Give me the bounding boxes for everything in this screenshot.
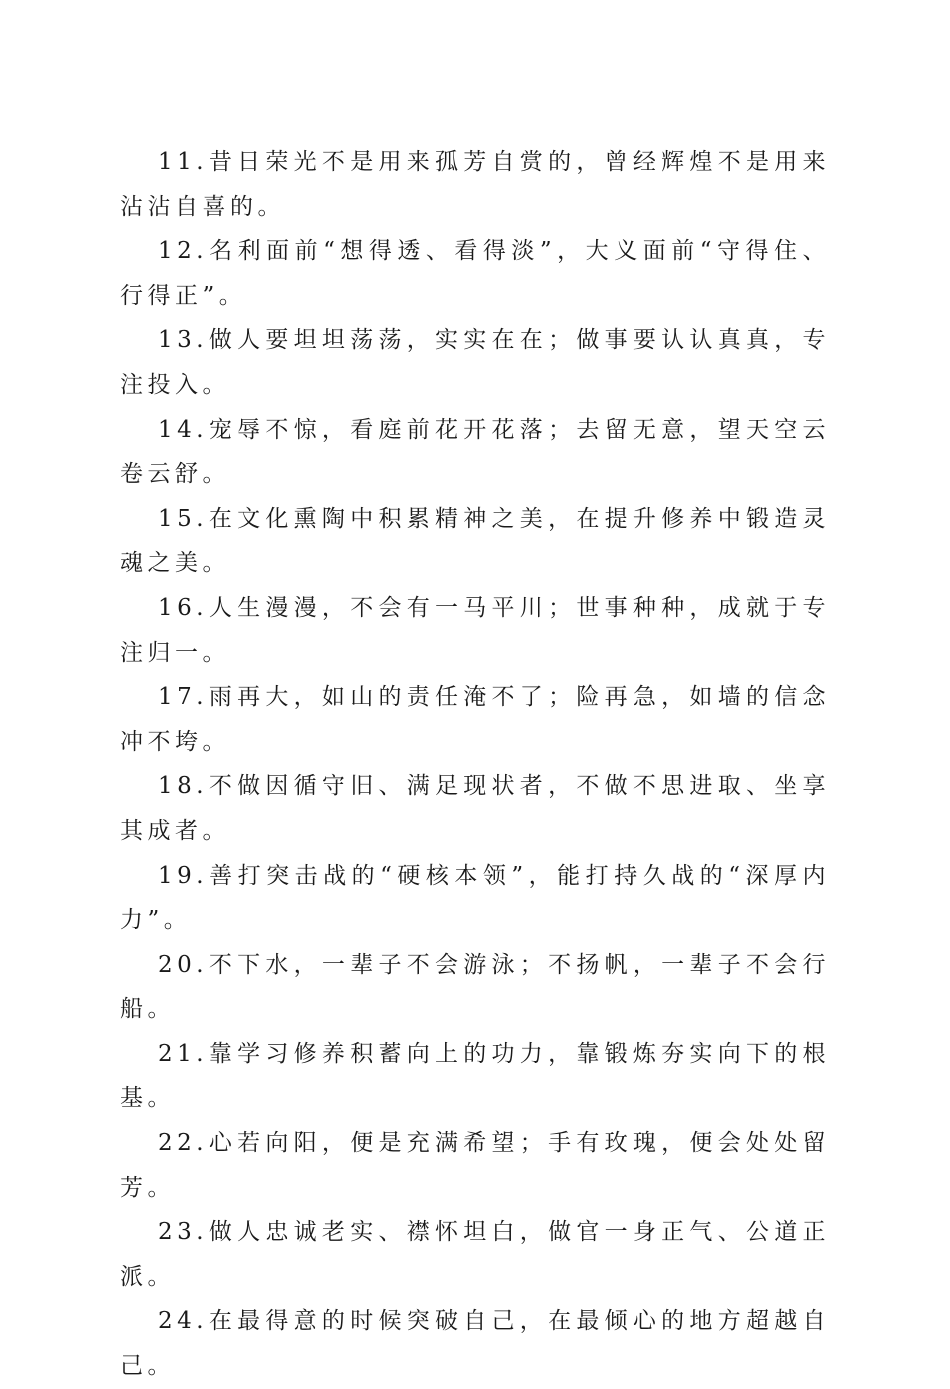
list-item: 16.人生漫漫，不会有一马平川；世事种种，成就于专注归一。 (120, 594, 830, 666)
list-item: 18.不做因循守旧、满足现状者，不做不思进取、坐享其成者。 (120, 773, 830, 844)
document-body (120, 140, 830, 1389)
list-item: 22.心若向阳，便是充满希望；手有玫瑰，便会处处留芳。 (120, 1130, 830, 1201)
list-item: 23.做人忠诚老实、襟怀坦白，做官一身正气、公道正派。 (120, 1219, 830, 1290)
list-item: 19.善打突击战的“硬核本领”，能打持久战的“深厚内力”。 (120, 862, 830, 934)
list-item: 15.在文化熏陶中积累精神之美，在提升修养中锻造灵魂之美。 (120, 505, 830, 577)
list-item: 11.昔日荣光不是用来孤芳自赏的，曾经辉煌不是用来沾沾自喜的。 (120, 149, 830, 220)
list-item: 12.名利面前“想得透、看得淡”，大义面前“守得住、行得正”。 (120, 238, 830, 309)
list-item: 20.不下水，一辈子不会游泳；不扬帆，一辈子不会行船。 (120, 951, 830, 1023)
list-item: 13.做人要坦坦荡荡，实实在在；做事要认认真真，专注投入。 (120, 327, 830, 398)
list-item: 24.在最得意的时候突破自己，在最倾心的地方超越自己。 (120, 1308, 830, 1380)
list-item: 17.雨再大，如山的责任淹不了；险再急，如墙的信念冲不垮。 (120, 684, 830, 755)
list-item: 21.靠学习修养积蓄向上的功力，靠锻炼夯实向下的根基。 (120, 1040, 830, 1112)
list-item: 14.宠辱不惊，看庭前花开花落；去留无意，望天空云卷云舒。 (120, 416, 830, 488)
